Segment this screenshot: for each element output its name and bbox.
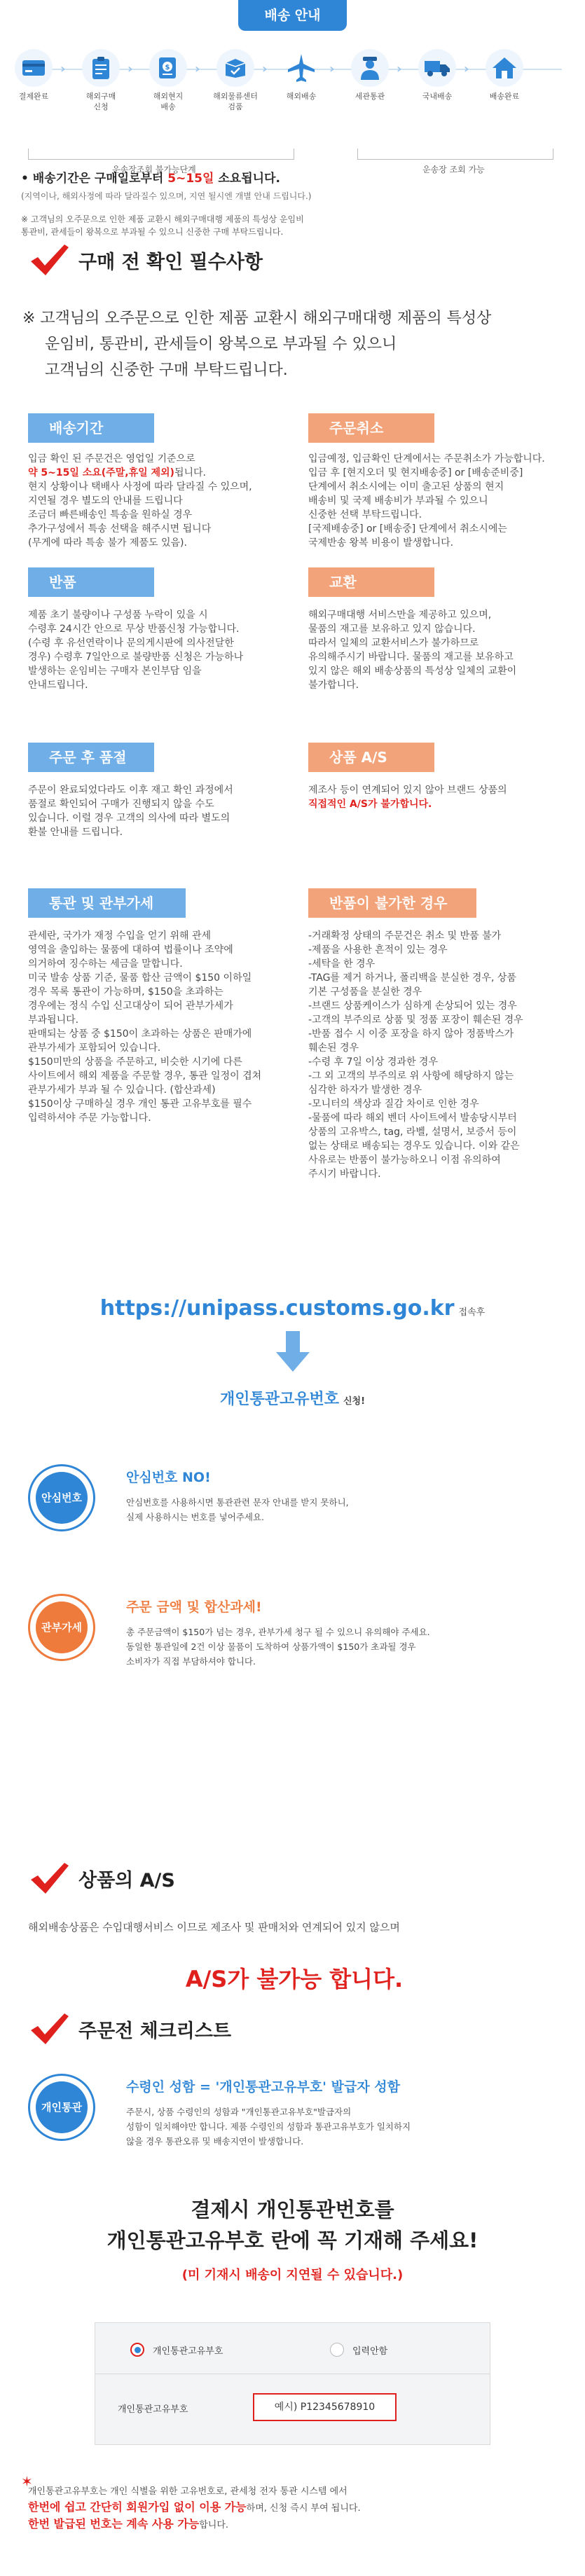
customs-code-input[interactable]: 예시) P12345678910 [253, 2393, 397, 2421]
radio-none[interactable] [330, 2343, 387, 2357]
intro-section [21, 168, 564, 238]
step-label: 국내배송 [422, 92, 453, 101]
customs-body [28, 929, 270, 1125]
radio-label: 입력안함 [352, 2346, 388, 2357]
check-heading [28, 242, 263, 278]
shipping-info-tab: 배송 안내 [238, 0, 347, 31]
unipass-url[interactable] [0, 1296, 585, 1321]
as-desc: 해외배송상품은 수입대행서비스 이므로 제조사 및 판매처와 연계되어 있지 않으며 [28, 1921, 400, 1934]
step-label: 해외현지 배송 [153, 92, 184, 111]
body-line: (수령 후 유선연락이나 문의게시판에 의사전달한 [28, 638, 234, 649]
checklist-heading [28, 2011, 231, 2047]
svg-text:$: $ [165, 64, 170, 71]
pay-line: 결제시 개인통관번호를 [191, 2198, 394, 2222]
no-return-heading: 반품이 불가한 경우 [308, 888, 476, 918]
chevron-right-icon: › [195, 62, 200, 76]
safe-number-section [28, 1464, 560, 1548]
bracket-left-label: 운송장조회 불가능단계 [112, 165, 196, 174]
body-line: -반품 접수 시 이중 포장을 하지 않아 정품박스가 [308, 1028, 514, 1040]
customs-heading: 통관 및 관부가세 [28, 888, 186, 918]
product-as-body [308, 783, 560, 811]
badge-label: 개인통관 [36, 2081, 88, 2133]
feature-title: 안심번호 NO! [126, 1470, 211, 1485]
order-cancel-body [308, 452, 560, 550]
radio-dot[interactable] [330, 2343, 344, 2357]
intro-prefix: 배송기간은 구매일로부터 [32, 172, 168, 186]
customs-officer-icon [351, 49, 389, 87]
body-line: 현지 상황이나 택배사 사정에 따라 달라질 수 있으며, [28, 481, 252, 493]
foot-line [28, 2516, 560, 2533]
customs-code-form [95, 2322, 490, 2445]
foot-line: 개인통관고유부호는 개인 식별을 위한 고유번호로, 관세청 전자 통관 시스템 에서 [28, 2486, 347, 2497]
red-text: 약 5~15일 소요(주말,휴일 제외) [28, 467, 174, 478]
feature-desc [126, 2105, 546, 2149]
body-line: -거래확정 상태의 주문건은 취소 및 반품 불가 [308, 930, 502, 942]
body-line: (무게에 따라 특송 불가 제품도 있음). [28, 537, 187, 549]
body-line: $150미만의 상품을 주문하고, 비슷한 시기에 다른 [28, 1056, 242, 1068]
body-line: 배송비 및 국제 배송비가 부과될 수 있으니 [308, 495, 488, 507]
body-line: 의거하여 징수하는 세금을 말합니다. [28, 958, 183, 970]
airplane-icon [282, 49, 320, 87]
chevron-right-icon: › [128, 62, 133, 76]
exchange-heading: 교환 [308, 567, 434, 597]
body-line: 발생하는 운임비는 구매자 본인부담 임을 [28, 666, 202, 677]
body-line: -브랜드 상품케이스가 심하게 손상되어 있는 경우 [308, 1000, 517, 1012]
body-line: 신중한 선택 부탁드립니다. [308, 509, 422, 521]
checkmark-icon [28, 242, 70, 278]
step-label: 해외구매 신청 [85, 92, 116, 111]
as-red: A/S가 불가능 합니다. [185, 1966, 404, 1992]
feature-desc [126, 1495, 546, 1524]
step-purchase-request [73, 49, 129, 112]
body-line: -모니터의 색상과 질감 차이로 인한 경우 [308, 1098, 479, 1110]
truck-icon [418, 49, 456, 87]
body-line: 입금예정, 입금확인 단계에서는 주문취소가 가능합니다. [308, 453, 545, 464]
step-label: 배송완료 [489, 92, 520, 101]
chevron-right-icon: › [397, 62, 402, 76]
as-title: 상품의 A/S [78, 1869, 175, 1892]
body-line: -TAG를 제거 하거나, 폴리백을 분실한 경우, 상품 [308, 972, 516, 984]
body-line: 심각한 하자가 발생한 경우 [308, 1084, 422, 1096]
radio-customs-code[interactable] [130, 2343, 223, 2357]
feature-desc [126, 1625, 546, 1669]
tax-badge [28, 1594, 95, 1661]
body-line: -제품을 사용한 흔적이 있는 경우 [308, 944, 448, 956]
soldout-body [28, 783, 259, 839]
tax-section [28, 1594, 560, 1685]
customs-name-section [28, 2074, 560, 2165]
body-line: -고객의 부주의로 상품 및 정품 포장이 훼손된 경우 [308, 1014, 523, 1026]
chevron-right-icon: › [262, 62, 268, 76]
customs-badge [28, 2074, 95, 2141]
chevron-right-icon: › [464, 62, 469, 76]
body-line: -그 외 고객의 부주의로 위 사항에 해당하지 않는 [308, 1070, 514, 1082]
body-line: 없는 상태로 배송되는 경우도 있습니다. 이와 같은 [308, 1141, 520, 1152]
body-line: 제조사 등이 연계되어 있지 않아 브랜드 상품의 [308, 785, 507, 796]
exchange-body [308, 608, 560, 692]
desc-line: 실제 사용하시는 번호를 넣어주세요. [126, 1512, 265, 1522]
body-text: 합니다. [199, 2520, 229, 2530]
pay-line: 개인통관고유부호 란에 꼭 기재해 주세요! [106, 2229, 479, 2252]
body-line: 미국 발송 상품 기준, 물품 합산 금액이 $150 이하일 [28, 972, 252, 984]
desc-line: 주문시, 상품 수령인의 성함과 "개인통관고유부호"발급자의 [126, 2107, 352, 2117]
warning-text [22, 305, 569, 383]
pay-warning: (미 기재시 배송이 지연될 수 있습니다.) [181, 2268, 404, 2282]
step-label: 결제완료 [18, 92, 49, 101]
step-delivery-complete [476, 49, 532, 102]
body-line: 물품의 재고를 보유하고 있지 않습니다. [308, 624, 476, 635]
body-line: 품절로 확인되어 구매가 진행되지 않을 수도 [28, 799, 214, 810]
desc-line: 총 주문금액이 $150가 넘는 경우, 관부가세 청구 될 수 있으니 유의해야 주세요. [126, 1627, 430, 1637]
card-icon [15, 49, 53, 87]
bracket-right [357, 149, 553, 160]
soldout-heading: 주문 후 품절 [28, 743, 154, 772]
body-line: 입력하셔야 주문 가능합니다. [28, 1113, 151, 1124]
uniq-suffix: 신청! [343, 1396, 366, 1407]
clipboard-icon [82, 49, 120, 87]
desc-line: 안심번호를 사용하시면 통관관련 문자 안내를 받지 못하니, [126, 1497, 349, 1508]
body-line: 단계에서 취소시에는 이미 출고된 상품의 현지 [308, 481, 504, 493]
body-line [28, 466, 259, 480]
body-line: 제품 초기 불량이나 구성품 누락이 있을 시 [28, 609, 208, 621]
step-overseas-shipping [273, 49, 329, 102]
delivery-period-body [28, 452, 259, 550]
body-line: [국제배송중] or [배송중] 단계에서 취소시에는 [308, 523, 507, 535]
desc-line: 동일한 통관일에 2건 이상 물품이 도착하여 상품가액이 $150가 초과될 경우 [126, 1641, 416, 1652]
desc-line: 소비자가 직접 부담하셔야 합니다. [126, 1656, 256, 1667]
body-line: 해외구매대행 서비스만을 제공하고 있으며, [308, 609, 492, 621]
step-label: 해외물류센터 검품 [213, 92, 258, 111]
pay-title [0, 2194, 585, 2256]
body-line: 입금 확인 된 주문건은 영업일 기준으로 [28, 453, 195, 464]
delivery-period-heading: 배송기간 [28, 413, 154, 443]
intro-suffix: 소요됩니다. [214, 172, 280, 186]
body-line: 경우 목록 통관이 가능하며, $150을 초과하는 [28, 986, 223, 998]
arrow-down-icon [275, 1331, 311, 1373]
step-payment [6, 49, 62, 102]
step-domestic-delivery [409, 49, 465, 102]
feature-title: 수령인 성함 = '개인통관고유부호' 발급자 성함 [126, 2079, 401, 2095]
body-line: 관부가세가 부과 될 수 있습니다. (합산과세) [28, 1084, 216, 1096]
dollar-doc-icon [149, 49, 187, 87]
badge-label: 관부가세 [36, 1602, 88, 1653]
body-line: -수령 후 7일 이상 경과한 경우 [308, 1056, 438, 1068]
return-body [28, 608, 259, 692]
as-heading [28, 1860, 175, 1896]
product-as-heading: 상품 A/S [308, 743, 434, 772]
body-line: 입금 후 [현지오더 및 현지배송중] or [배송준비중] [308, 467, 523, 478]
body-line: 수령후 24시간 안으로 무상 반품신청 가능합니다. [28, 624, 240, 635]
body-text: 하며, 신청 즉시 부여 됩니다. [246, 2503, 361, 2514]
body-line: 사유로는 반품이 불가능하오니 이점 유의하여 [308, 1155, 501, 1166]
body-line: 조금더 빠른배송인 특송을 원하실 경우 [28, 509, 193, 521]
body-line: 있습니다. 이럴 경우 고객의 의사에 따라 별도의 [28, 813, 230, 824]
check-title: 구매 전 확인 필수사항 [78, 251, 263, 273]
intro-note-line: ※ 고객님의 오주문으로 인한 제품 교환시 해외구매대행 제품의 특성상 운임비 [21, 214, 304, 224]
step-local-delivery [140, 49, 196, 112]
personal-customs-code-title [0, 1387, 585, 1409]
intro-sub: (지역이나, 해외사정에 따라 달라질수 있으며, 지연 될시엔 개별 안내 드립니다.) [21, 191, 312, 201]
order-cancel-heading: 주문취소 [308, 413, 434, 443]
intro-note-line: 통관비, 관세들이 왕복으로 부과될 수 있으니 신중한 구매 부탁드립니다. [21, 227, 284, 237]
body-line: -세탁을 한 경우 [308, 958, 376, 970]
radio-label: 개인통관고유부호 [153, 2346, 223, 2357]
delivery-period-text: • 배송기간은 구매일로부터 5~15일 소요됩니다. [21, 172, 280, 186]
chevron-right-icon: › [60, 62, 66, 76]
intro-note [21, 213, 564, 238]
body-line: 훼손된 경우 [308, 1042, 359, 1054]
url-text[interactable]: https://unipass.customs.go.kr [99, 1296, 455, 1321]
body-line: 안내드립니다. [28, 680, 88, 691]
footer-note [28, 2484, 560, 2533]
body-line: 경우에는 정식 수입 신고대상이 되어 관부가세가 [28, 1000, 233, 1012]
no-return-body [308, 929, 567, 1181]
feature-title: 주문 금액 및 합산과세! [126, 1599, 262, 1615]
desc-line: 않을 경우 통관오류 및 배송지연이 발생합니다. [126, 2136, 304, 2147]
body-line: 상품의 고유박스, tag, 라벨, 설명서, 보증서 등이 [308, 1127, 517, 1138]
warning-line: 운임비, 통관비, 관세들이 왕복으로 부과될 수 있으니 [45, 336, 397, 353]
house-icon [486, 49, 523, 87]
red-text: 직접적인 A/S가 불가합니다. [308, 799, 432, 810]
red-text: 한번 발급된 번호는 계속 사용 가능 [28, 2517, 200, 2530]
box-check-icon [216, 49, 254, 87]
radio-dot[interactable] [130, 2343, 144, 2357]
body-line: 추가구성에서 특송 선택을 해주시면 됩니다 [28, 523, 212, 535]
checklist-title: 주문전 체크리스트 [78, 2020, 232, 2042]
step-label: 세관통관 [355, 92, 385, 101]
warning-line: 고객님의 신중한 구매 부탁드립니다. [45, 361, 288, 379]
checkmark-icon [28, 1860, 70, 1896]
body-line: 주문이 완료되었다라도 이후 재고 확인 과정에서 [28, 785, 233, 796]
body-line: 영역을 출입하는 물품에 대하여 법률이나 조약에 [28, 944, 233, 956]
body-line: 관부가세가 포함되어 있습니다. [28, 1042, 161, 1054]
shipping-process-flow [0, 43, 585, 174]
body-line: 있지 않은 해외 배송상품의 특성상 일체의 교환이 [308, 666, 517, 677]
badge-label: 안심번호 [36, 1472, 88, 1524]
body-line: 관세란, 국가가 재정 수입을 얻기 위해 관세 [28, 930, 212, 942]
warning-line: ※ 고객님의 오주문으로 인한 제품 교환시 해외구매대행 제품의 특성상 [22, 310, 492, 327]
body-line: 기본 구성품을 분실한 경우 [308, 986, 422, 998]
body-text: 됩니다. [174, 467, 206, 478]
body-line: 부과됩니다. [28, 1014, 79, 1026]
body-line: 환불 안내를 드립니다. [28, 827, 123, 838]
chevron-right-icon: › [329, 62, 335, 76]
bracket-right-label: 운송장 조회 가능 [422, 165, 485, 174]
intro-highlight: 5~15일 [167, 172, 214, 186]
star-icon: ✶ [21, 2473, 33, 2490]
field-label: 개인통관고유부호 [118, 2404, 188, 2415]
step-label: 해외배송 [286, 92, 317, 101]
red-text: 한번에 쉽고 간단히 회원가입 없이 이용 가능 [28, 2500, 247, 2514]
body-line: $150이상 구매하실 경우 개인 통관 고유부호를 필수 [28, 1098, 252, 1110]
return-heading: 반품 [28, 567, 154, 597]
body-line: 지연될 경우 별도의 안내를 드립니다 [28, 495, 183, 507]
bracket-left [28, 149, 294, 160]
body-line: 유의해주시기 바랍니다. 물품의 재고를 보유하고 [308, 652, 514, 663]
safe-number-badge [28, 1464, 95, 1531]
checkmark-icon [28, 2011, 70, 2047]
body-line: 국제반송 왕복 비용이 발생합니다. [308, 537, 454, 549]
step-customs [342, 49, 398, 102]
body-line: 주시기 바랍니다. [308, 1169, 381, 1180]
body-line: 따라서 일체의 교환서비스가 불가하므로 [308, 638, 479, 649]
body-line: 경우) 수령후 7일안으로 불량반품 신청은 가능하나 [28, 652, 244, 663]
foot-line [28, 2500, 560, 2516]
body-line: -물품에 따라 해외 벤더 사이트에서 발송당시부터 [308, 1113, 517, 1124]
uniq-text: 개인통관고유번호 [219, 1391, 339, 1408]
desc-line: 성함이 일치해야만 합니다. 제품 수령인의 성함과 통관고유부호가 일치하지 [126, 2121, 411, 2132]
body-line: 불가합니다. [308, 680, 359, 691]
step-inspection [207, 49, 263, 112]
body-line: 사이트에서 해외 제품을 주문할 경우, 통관 일정이 겹쳐 [28, 1070, 262, 1082]
url-suffix: 접속후 [458, 1307, 486, 1318]
body-line: 판매되는 상품 중 $150이 초과하는 상품은 판매가에 [28, 1028, 252, 1040]
